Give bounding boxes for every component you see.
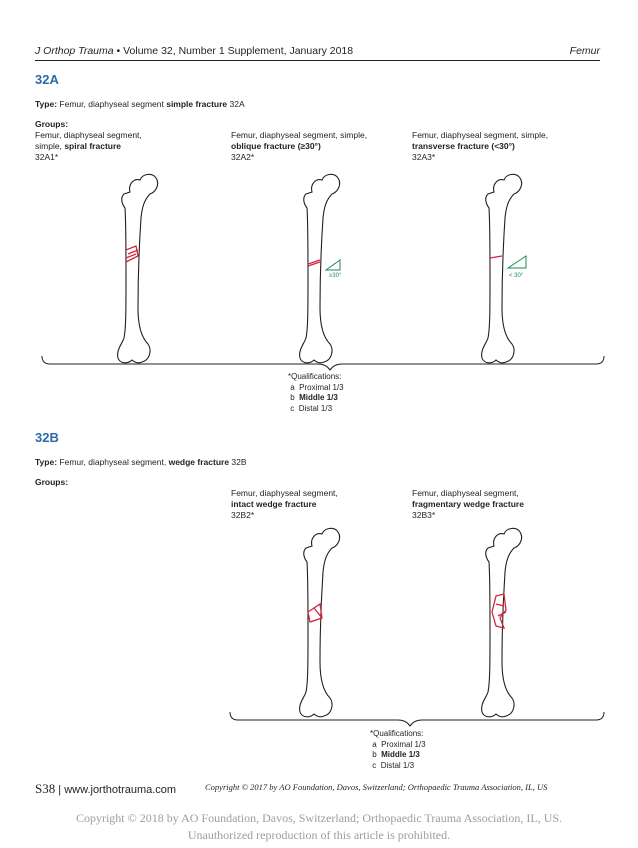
- page-footer: [35, 781, 176, 797]
- group-line2-bold: transverse fracture (<30°): [412, 141, 515, 151]
- footer-copyright: Copyright © 2017 by AO Foundation, Davos, Switzerland; Orthopaedic Trauma Association, IL, US: [205, 782, 548, 792]
- header-bullet: •: [116, 45, 121, 57]
- page-number: S38: [35, 781, 56, 796]
- type-label: Type:: [35, 457, 58, 467]
- angle-marker-32a2: [326, 260, 342, 279]
- qual-letter: a: [290, 382, 295, 392]
- type-text: Femur, diaphyseal segment,: [59, 457, 167, 467]
- group-line1: Femur, diaphyseal segment, simple,: [412, 130, 549, 140]
- qual-text: Distal 1/3: [298, 403, 333, 413]
- femur-32a3: [482, 174, 522, 362]
- qual-text: Distal 1/3: [380, 760, 415, 770]
- qual-title: *Qualifications:: [370, 729, 424, 738]
- group-line2-bold: intact wedge fracture: [231, 499, 317, 509]
- section-32b-title: 32B: [35, 430, 59, 445]
- type-bold: wedge fracture: [168, 457, 230, 467]
- qual-text: Proximal 1/3: [299, 382, 344, 392]
- type-code: 32B: [231, 457, 247, 467]
- section-32a-groups-label: Groups:: [35, 119, 69, 129]
- qual-text: Middle 1/3: [299, 393, 338, 402]
- watermark-line1: Copyright © 2018 by AO Foundation, Davos, Switzerland; Orthopaedic Trauma Association, IL, US.: [75, 811, 563, 825]
- group-code: 32B3*: [412, 510, 436, 520]
- group-line1: Femur, diaphyseal segment, simple,: [231, 130, 368, 140]
- copyright-watermark: [0, 810, 638, 844]
- femur-32a2: [300, 174, 340, 362]
- group-line1: Femur, diaphyseal segment,: [35, 130, 142, 140]
- qualifications-32a: [288, 372, 344, 414]
- group-line1: Femur, diaphyseal segment,: [231, 488, 338, 498]
- watermark-line2: Unauthorized reproduction of this article is prohibited.: [187, 828, 451, 842]
- group-32b2: [231, 488, 338, 521]
- type-label: Type:: [35, 99, 58, 109]
- group-line2-bold: oblique fracture (≥30°): [231, 141, 321, 151]
- qual-letter: a: [372, 739, 377, 749]
- type-text: Femur, diaphyseal segment: [59, 99, 164, 109]
- type-bold: simple fracture: [166, 99, 228, 109]
- qual-letter: c: [372, 760, 377, 770]
- section-32a-title: 32A: [35, 72, 59, 87]
- femur-32a1: [118, 174, 158, 362]
- type-code: 32A: [229, 99, 245, 109]
- group-line2-bold: spiral fracture: [64, 141, 122, 151]
- footer-separator: |: [58, 784, 62, 796]
- brace-32b: [230, 712, 604, 726]
- group-line1: Femur, diaphyseal segment,: [412, 488, 519, 498]
- qual-text: Proximal 1/3: [381, 739, 426, 749]
- qualifications-32b: [370, 729, 426, 771]
- section-32b-groups-label: Groups:: [35, 477, 69, 487]
- journal-name: J Orthop Trauma: [35, 45, 114, 57]
- femur-32b2: [300, 528, 340, 716]
- section-32b-type: [35, 457, 247, 467]
- section-name: Femur: [569, 45, 600, 57]
- group-32b3: [412, 488, 524, 521]
- angle-label-32a3: < 30°: [509, 273, 524, 279]
- group-line2-pre: simple,: [35, 141, 62, 151]
- group-code: 32A1*: [35, 152, 59, 162]
- qual-title: *Qualifications:: [288, 372, 342, 381]
- qual-letter: c: [290, 403, 295, 413]
- qual-letter: b: [372, 750, 377, 759]
- femur-32b3: [482, 528, 522, 716]
- group-code: 32A2*: [231, 152, 255, 162]
- group-code: 32B2*: [231, 510, 255, 520]
- journal-url[interactable]: www.jorthotrauma.com: [64, 784, 177, 796]
- qual-text: Middle 1/3: [381, 750, 420, 759]
- qual-letter: b: [290, 393, 295, 402]
- issue-info: Volume 32, Number 1 Supplement, January 2018: [123, 45, 354, 57]
- group-line2-bold: fragmentary wedge fracture: [412, 499, 524, 509]
- angle-marker-32a3: [508, 256, 526, 279]
- group-code: 32A3*: [412, 152, 436, 162]
- angle-label-32a2: ≥30°: [329, 273, 342, 279]
